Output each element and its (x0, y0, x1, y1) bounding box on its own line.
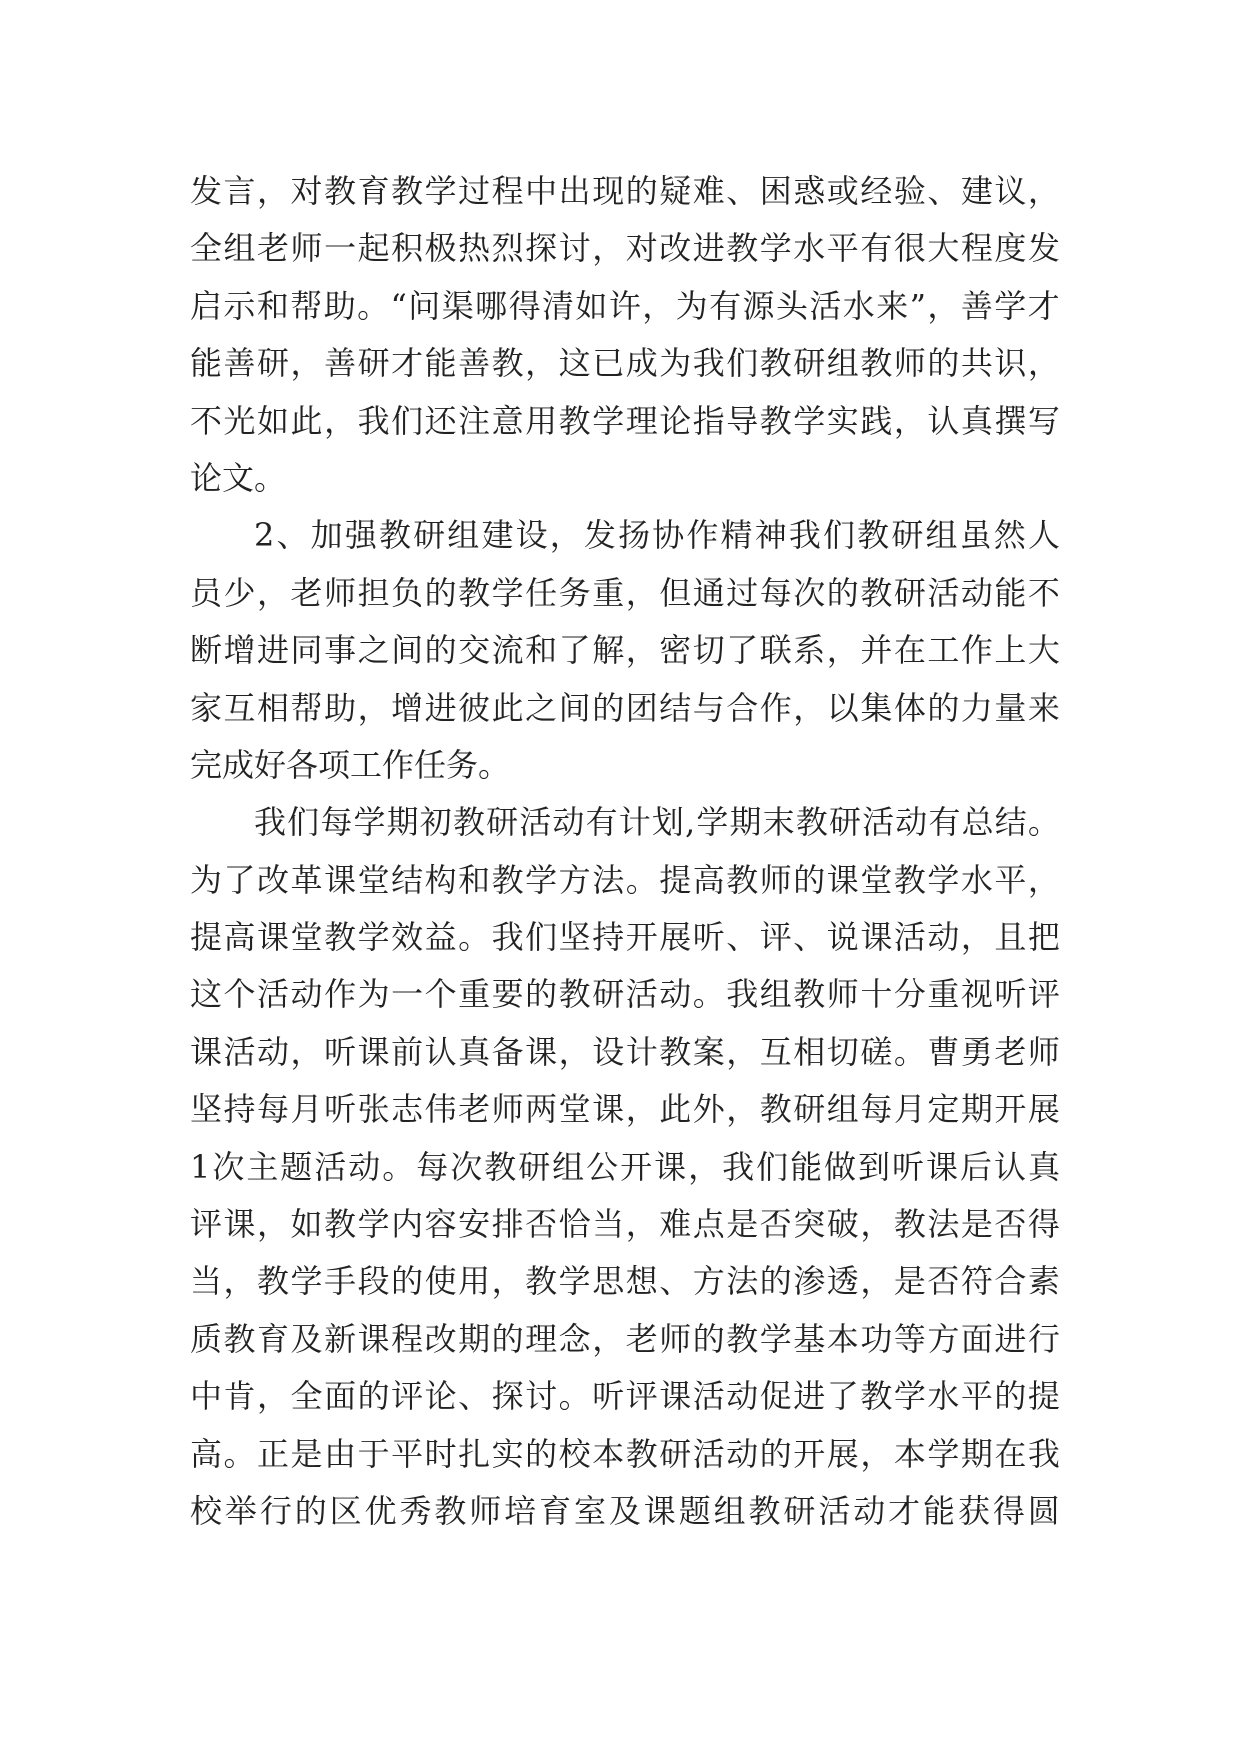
text-line: 2 、 加 强 教 研 组 建 设 ， 发 扬 协 作 精 神 我 们 教 研 组 虽 然 人 (254, 516, 1060, 555)
text-line: 1 次 主 题 活 动 。 每 次 教 研 组 公 开 课 ， 我 们 能 做 到 听 课 后 认 真 (190, 1147, 1060, 1186)
text-line: 我 们 每 学 期 初 教 研 活 动 有 计 划 , 学 期 末 教 研 活 动 有 总 结 。 (254, 803, 1060, 842)
text-line: 家 互 相 帮 助 ， 增 进 彼 此 之 间 的 团 结 与 合 作 ， 以 集 体 的 力 量 来 (190, 688, 1060, 727)
text-line: 断 增 进 同 事 之 间 的 交 流 和 了 解 ， 密 切 了 联 系 ， 并 在 工 作 上 大 (190, 631, 1060, 670)
document-body (190, 163, 1060, 1540)
text-line: 启 示 和 帮 助 。 “ 问 渠 哪 得 清 如 许 ， 为 有 源 头 活 水 来 ” ， 善 学 才 (190, 286, 1060, 325)
text-line: 中 肯 ， 全 面 的 评 论 、 探 讨 。 听 评 课 活 动 促 进 了 教 学 水 平 的 提 (190, 1377, 1060, 1416)
text-line: 员 少 ， 老 师 担 负 的 教 学 任 务 重 ， 但 通 过 每 次 的 教 研 活 动 能 不 (190, 573, 1060, 612)
text-line: 全 组 老 师 一 起 积 极 热 烈 探 讨 ， 对 改 进 教 学 水 平 有 很 大 程 度 发 (190, 229, 1060, 268)
text-line: 高 。 正 是 由 于 平 时 扎 实 的 校 本 教 研 活 动 的 开 展 ， 本 学 期 在 我 (190, 1434, 1060, 1473)
text-line: 这 个 活 动 作 为 一 个 重 要 的 教 研 活 动 。 我 组 教 师 十 分 重 视 听 评 (190, 975, 1060, 1014)
text-line: 坚 持 每 月 听 张 志 伟 老 师 两 堂 课 ， 此 外 ， 教 研 组 每 月 定 期 开 展 (190, 1090, 1060, 1129)
text-line: 评 课 ， 如 教 学 内 容 安 排 否 恰 当 ， 难 点 是 否 突 破 ， 教 法 是 否 得 (190, 1205, 1060, 1244)
text-line: 质 教 育 及 新 课 程 改 期 的 理 念 ， 老 师 的 教 学 基 本 功 等 方 面 进 行 (190, 1319, 1060, 1358)
text-line: 当 ， 教 学 手 段 的 使 用 ， 教 学 思 想 、 方 法 的 渗 透 ， 是 否 符 合 素 (190, 1262, 1060, 1301)
text-line: 完成好各项工作任务。 (190, 745, 511, 784)
text-line: 校 举 行 的 区 优 秀 教 师 培 育 室 及 课 题 组 教 研 活 动 才 能 获 得 圆 (190, 1491, 1060, 1530)
text-line: 提 高 课 堂 教 学 效 益 。 我 们 坚 持 开 展 听 、 评 、 说 课 活 动 ， 且 把 (190, 918, 1060, 957)
text-line: 不 光 如 此 ， 我 们 还 注 意 用 教 学 理 论 指 导 教 学 实 践 ， 认 真 撰 写 (190, 401, 1060, 440)
text-line: 为 了 改 革 课 堂 结 构 和 教 学 方 法 。 提 高 教 师 的 课 堂 教 学 水 平 ， (190, 860, 1060, 899)
text-line: 发 言 ， 对 教 育 教 学 过 程 中 出 现 的 疑 难 、 困 惑 或 经 验 、 建 议 ， (190, 172, 1060, 210)
text-line: 论文。 (190, 458, 287, 497)
text-line: 能 善 研 ， 善 研 才 能 善 教 ， 这 已 成 为 我 们 教 研 组 教 师 的 共 识 ， (190, 344, 1060, 383)
text-line: 课 活 动 ， 听 课 前 认 真 备 课 ， 设 计 教 案 ， 互 相 切 磋 。 曹 勇 老 师 (190, 1032, 1060, 1071)
